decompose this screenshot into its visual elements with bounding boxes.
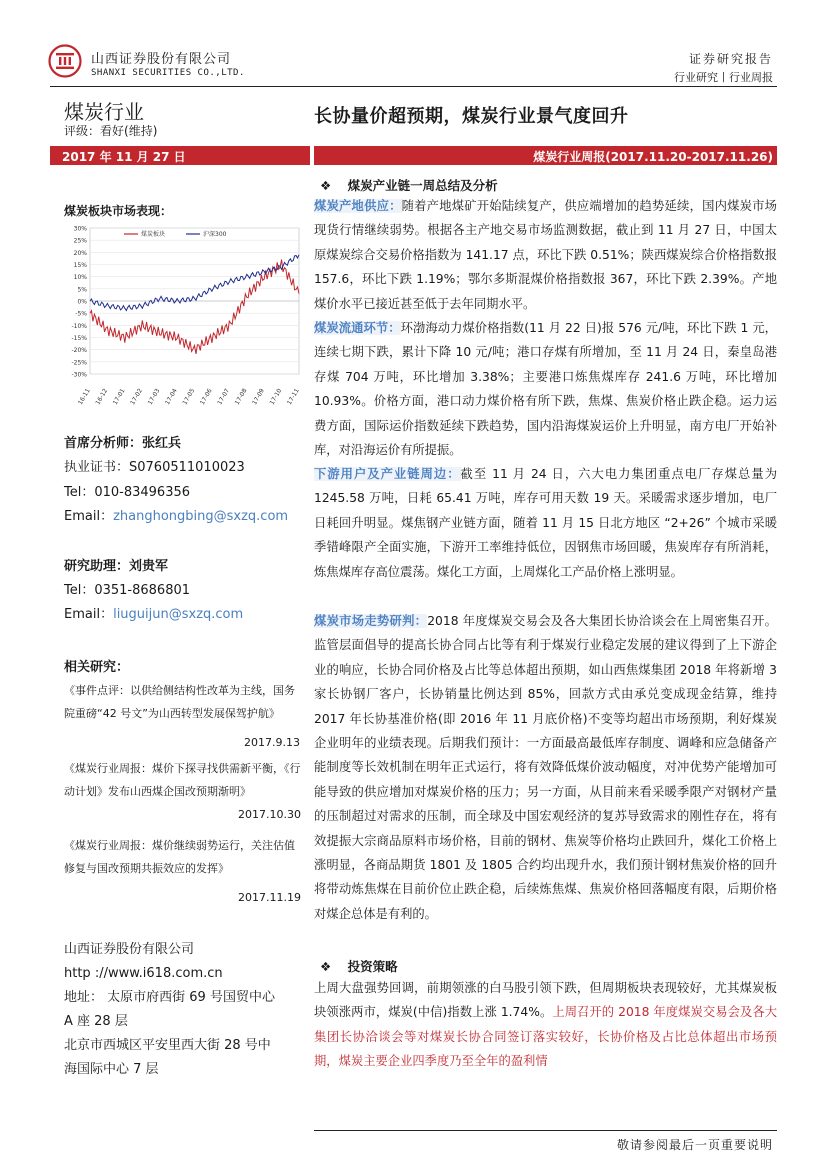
industry-name: 煤炭行业	[64, 100, 144, 124]
related-item-3[interactable]: 《煤炭行业周报：煤价继续弱势运行，关注估值修复与国改预期共振效应的发挥》	[64, 839, 295, 875]
related-date-3: 2017.11.19	[238, 891, 301, 904]
report-subtype: 行业研究丨行业周报	[674, 71, 773, 84]
weekly-range: 煤炭行业周报(2017.11.20-2017.11.26)	[533, 150, 773, 164]
assistant-email: Email：liuguijun@sxzq.com	[64, 607, 244, 622]
x-tick-label: 17-09	[251, 387, 266, 407]
rating-value: 看好(维持)	[100, 124, 158, 138]
x-tick-label: 17-07	[216, 387, 232, 407]
x-tick-label: 16-12	[94, 387, 110, 407]
company-logo-icon	[48, 44, 82, 78]
keyword-circulation: 煤炭流通环节：	[314, 321, 401, 335]
paragraph-outlook: 煤炭市场走势研判：2018 年度煤炭交易会及各大集团长协洽谈会在上周密集召开。监管层面倡导的提高长协合同占比等有利于煤炭行业稳定发展的建议得到了上下游企业的响应，长协合同价格及占比等总体超出预期，如山西焦煤集团 2018 年将新增 3 家长协钢厂客户，长协销量比例达到 85%，回款方式由承兑变成现金结算，维持 2017 年长协基准价格(即 2016 年 11 月底价格)不变等均超出市场预期，利好煤炭企业明年的业绩表现。后期我们预计：一方面最高最低库存制度、调峰和应急储备产能制度等长效机制在明年正式运行，将有效降低煤价波动幅度，对冲优势产能增加可能导致的供应增加对煤炭价格的压力；另一方面，从目前来看采暖季限产对钢材产量的压制超过对需求的压制，而全球及中国宏观经济的复苏导致需求的刚性存在，将有效提振大宗商品原料市场价格，目前的钢材、焦炭等价格均止跌回升，煤化工价格上涨明显，各商品期货 1801 及 1805 合约均出现升水，我们预计钢材焦炭价格的回升将带动炼焦煤在目前价位止跌企稳，后续炼焦煤、焦炭价格回落幅度有限，后期价格对煤企总体是有利的。	[314, 614, 777, 921]
y-tick-label: -5%	[75, 310, 87, 318]
chart-heading: 煤炭板块市场表现：	[64, 204, 173, 218]
address-line-3: 北京市西城区平安里西大街 28 号中	[64, 1038, 271, 1053]
company-name-cn: 山西证券股份有限公司	[91, 52, 232, 67]
related-heading: 相关研究：	[64, 660, 130, 675]
x-tick-label: 17-02	[129, 387, 144, 407]
analyst-name: 首席分析师：张红兵	[64, 436, 182, 451]
y-tick-label: 10%	[73, 274, 87, 282]
x-tick-label: 17-11	[285, 387, 301, 407]
section-2-heading: ❖ 投资策略	[320, 959, 398, 974]
series-line-1	[90, 260, 299, 354]
y-tick-label: 20%	[73, 249, 87, 257]
paragraph-circulation: 煤炭流通环节：环渤海动力煤价格指数(11 月 22 日)报 576 元/吨，环比下跌 1 元，连续七期下跌，累计下降 10 元/吨；港口存煤有所增加，至 11 月 24 日，秦皇岛港存煤 704 万吨，环比增加 3.38%；主要港口炼焦煤库存 241.6 万吨，环比增加 10.93%。价格方面，港口动力煤价格有所下跌，焦煤、焦炭价格止跌企稳。运力运费方面，国际运价指数延续下跌趋势，国内沿海煤炭运价上升明显，南方电厂开始补库，对沿海运价有所提振。	[314, 321, 777, 458]
analyst-tel: Tel：010-83496356	[64, 485, 191, 500]
y-tick-label: -10%	[71, 322, 87, 330]
company-name: 山西证券股份有限公司	[64, 942, 195, 957]
diamond-bullet-icon: ❖	[320, 959, 332, 974]
company-name-en: SHANXI SECURITIES CO.,LTD.	[91, 68, 245, 78]
paragraph-downstream: 下游用户及产业链周边：截至 11 月 24 日，六大电力集团重点电厂存煤总量为 1245.58 万吨，日耗 65.41 万吨，库存可用天数 19 天。采暖需求逐步增加，电厂日耗回升明显。煤焦钢产业链方面，随着 11 月 15 日北方地区 “2+26” 个城市采暖季错峰限产全面实施，下游开工率维持低位，因钢焦市场回暖，焦炭库存有所消耗，炼焦煤库存高位震荡。煤化工方面，上周煤化工产品价格上涨明显。	[314, 467, 777, 579]
y-tick-label: -15%	[71, 335, 87, 342]
footer-notice: 敬请参阅最后一页重要说明	[616, 1138, 773, 1152]
market-performance-chart	[54, 222, 304, 422]
keyword-outlook: 煤炭市场走势研判：	[314, 614, 428, 628]
keyword-downstream: 下游用户及产业链周边：	[314, 467, 461, 481]
assistant-email-link[interactable]: liuguijun@sxzq.com	[113, 607, 244, 622]
report-date: 2017 年 11 月 27 日	[62, 150, 186, 164]
series-line-2	[90, 255, 299, 311]
x-tick-label: 16-11	[76, 387, 92, 407]
related-item-2[interactable]: 《煤炭行业周报：煤价下探寻找供需新平衡，《行动计划》发布山西煤企国改预期渐明》	[64, 762, 301, 798]
related-date-1: 2017.9.13	[244, 736, 300, 749]
section-1-heading: ❖ 煤炭产业链一周总结及分析	[320, 178, 498, 193]
x-tick-label: 17-10	[268, 387, 284, 407]
analyst-email: Email：zhanghongbing@sxzq.com	[64, 509, 289, 524]
report-title: 长协量价超预期，煤炭行业景气度回升	[314, 106, 629, 127]
paragraph-strategy: 上周大盘强势回调，前期领涨的白马股引领下跌，但周期板块表现较好，尤其煤炭板块领涨两市，煤炭(中信)指数上涨 1.74%。上周召开的 2018 年度煤炭交易会及各大集团长协洽谈会等对煤炭长协合同签订落实较好，长协价格及占比总体超出市场预期，煤炭主要企业四季度乃至全年的盈利情	[314, 981, 777, 1069]
related-date-2: 2017.10.30	[238, 808, 301, 821]
y-tick-label: 5%	[77, 286, 87, 294]
keyword-supply: 煤炭产地供应：	[314, 199, 402, 213]
legend-label: 沪深300	[203, 231, 227, 238]
related-item-1[interactable]: 《事件点评：以供给侧结构性改革为主线，国务院重磅“42 号文”为山西转型发展保驾护航》	[64, 684, 295, 720]
legend-label: 煤炭板块	[141, 231, 166, 238]
strategy-highlight: 上周召开的 2018 年度煤炭交易会及各大集团长协洽谈会等对煤炭长协合同签订落实较好，长协价格及占比总体超出市场预期，煤炭主要企业四季度乃至全年的盈利情	[314, 1005, 777, 1069]
y-tick-label: 0%	[77, 298, 87, 306]
y-tick-label: 15%	[73, 262, 87, 269]
address-line-4: 海国际中心 7 层	[64, 1062, 159, 1077]
x-tick-label: 17-05	[181, 387, 197, 407]
assistant-name: 研究助理：刘贵军	[64, 559, 169, 574]
y-tick-label: -20%	[71, 347, 87, 355]
address-line-2: A 座 28 层	[64, 1014, 128, 1029]
analyst-cert: 执业证书：S0760511010023	[64, 460, 245, 475]
x-tick-label: 17-08	[233, 387, 249, 407]
x-tick-label: 17-06	[198, 387, 214, 407]
y-tick-label: -25%	[71, 359, 87, 367]
rating: 评级：看好(维持)	[64, 124, 158, 138]
diamond-bullet-icon: ❖	[320, 178, 332, 193]
x-tick-label: 17-04	[164, 387, 179, 407]
address-line-1: 地址： 太原市府西街 69 号国贸中心	[64, 990, 275, 1005]
assistant-tel: Tel：0351-8686801	[64, 583, 191, 598]
report-type: 证券研究报告	[688, 52, 773, 66]
analyst-email-link[interactable]: zhanghongbing@sxzq.com	[113, 509, 289, 524]
y-tick-label: -30%	[71, 371, 87, 379]
x-tick-label: 17-03	[146, 387, 162, 407]
footer-divider	[314, 1130, 777, 1131]
x-tick-label: 17-01	[111, 387, 127, 407]
company-website[interactable]: http ://www.i618.com.cn	[64, 966, 223, 981]
y-tick-label: 30%	[73, 225, 87, 233]
paragraph-supply: 煤炭产地供应：随着产地煤矿开始陆续复产，供应端增加的趋势延续，国内煤炭市场现货行情继续弱势。根据各主产地交易市场监测数据，截止到 11 月 27 日，中国太原煤炭综合交易价格指数为 141.17 点，环比下跌 0.51%；陕西煤炭综合价格指数报 157.6，环比下跌 1.19%；鄂尔多斯混煤价格指数报 367，环比下跌 2.39%。产地煤价水平已接近甚至低于去年同期水平。	[314, 199, 777, 311]
y-tick-label: 25%	[73, 237, 87, 245]
header-divider	[50, 86, 777, 87]
